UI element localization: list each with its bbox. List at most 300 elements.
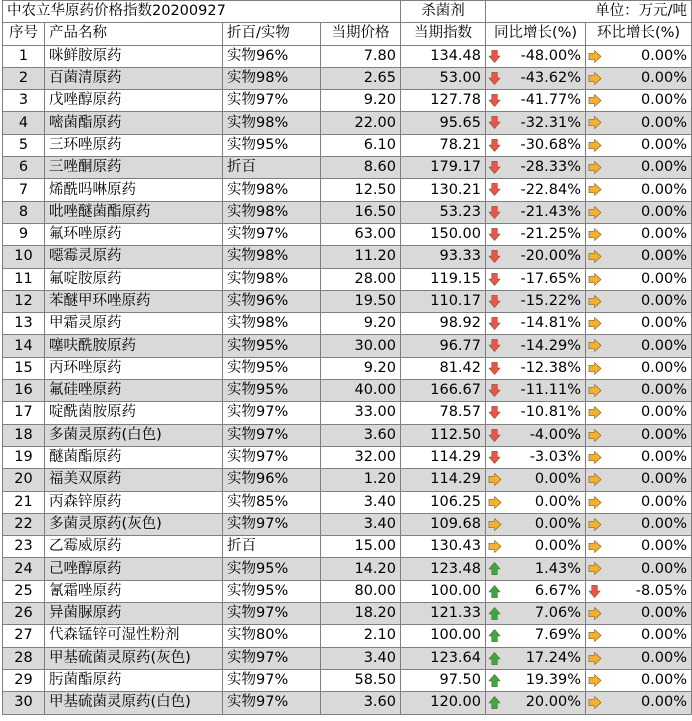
current-index: 109.68 — [401, 513, 486, 535]
mom-value: 0.00% — [640, 293, 688, 309]
yoy-growth — [486, 603, 586, 625]
yoy-value: -28.33% — [520, 159, 581, 176]
arrow-flat-icon — [588, 428, 602, 443]
form-spec: 实物80% — [223, 625, 321, 647]
arrow-down-icon — [488, 182, 502, 197]
mom-value: 0.00% — [640, 649, 688, 666]
current-index: 96.77 — [401, 335, 486, 357]
yoy-value: 20.00% — [525, 694, 581, 711]
table-row — [3, 335, 692, 357]
form-spec: 实物96% — [223, 469, 321, 491]
current-index: 93.33 — [401, 246, 486, 268]
arrow-down-icon — [488, 383, 502, 398]
product-name: 多菌灵原药(白色) — [45, 424, 223, 446]
current-price: 15.00 — [321, 536, 401, 558]
table-row — [3, 112, 692, 134]
mom-value: 0.00% — [640, 47, 688, 64]
yoy-value: -30.68% — [520, 136, 581, 153]
current-index: 134.48 — [401, 45, 486, 67]
header-mom: 环比增长(%) — [586, 23, 692, 45]
current-price: 7.80 — [321, 45, 401, 67]
row-index: 27 — [3, 625, 45, 647]
arrow-down-icon — [488, 227, 502, 242]
yoy-value: -20.00% — [520, 248, 581, 265]
product-name: 福美双原药 — [45, 469, 223, 491]
yoy-growth — [486, 669, 586, 691]
form-spec: 实物97% — [223, 402, 321, 424]
table-row — [3, 67, 692, 89]
arrow-down-icon — [488, 205, 502, 220]
yoy-growth — [486, 112, 586, 134]
yoy-value: -22.84% — [520, 181, 581, 198]
arrow-down-icon — [488, 249, 502, 264]
table-row — [3, 290, 692, 312]
header-form: 折百/实物 — [223, 23, 321, 45]
mom-value: 0.00% — [640, 672, 688, 689]
yoy-value: -21.43% — [520, 203, 581, 220]
row-index: 24 — [3, 558, 45, 580]
product-name: 噻呋酰胺原药 — [45, 335, 223, 357]
yoy-value: -15.22% — [520, 293, 581, 309]
arrow-flat-icon — [588, 495, 602, 510]
yoy-growth — [486, 357, 586, 379]
current-price: 1.20 — [321, 469, 401, 491]
table-row — [3, 558, 692, 580]
arrow-down-icon — [488, 428, 502, 443]
current-index: 112.50 — [401, 424, 486, 446]
form-spec: 实物97% — [223, 90, 321, 112]
arrow-down-icon — [488, 405, 502, 420]
mom-value: 0.00% — [640, 560, 688, 577]
table-row — [3, 580, 692, 602]
mom-growth — [586, 603, 692, 625]
row-index: 2 — [3, 67, 45, 89]
form-spec: 实物98% — [223, 268, 321, 290]
current-price: 14.20 — [321, 558, 401, 580]
arrow-up-icon — [488, 606, 502, 621]
row-index: 28 — [3, 647, 45, 669]
yoy-growth — [486, 491, 586, 513]
form-spec: 实物98% — [223, 313, 321, 335]
product-name: 氟硅唑原药 — [45, 380, 223, 402]
arrow-flat-icon — [588, 450, 602, 465]
current-index: 123.64 — [401, 647, 486, 669]
mom-growth — [586, 335, 692, 357]
yoy-value: 0.00% — [534, 538, 581, 555]
arrow-down-icon — [488, 115, 502, 130]
arrow-flat-icon — [588, 249, 602, 264]
yoy-value: -14.29% — [520, 337, 581, 354]
product-name: 甲基硫菌灵原药(白色) — [45, 692, 223, 714]
row-index: 13 — [3, 313, 45, 335]
mom-growth — [586, 201, 692, 223]
header-index-value: 当期指数 — [401, 23, 486, 45]
arrow-up-icon — [488, 584, 502, 599]
mom-growth — [586, 424, 692, 446]
table-row — [3, 357, 692, 379]
mom-growth — [586, 558, 692, 580]
arrow-up-icon — [488, 651, 502, 666]
current-price: 28.00 — [321, 268, 401, 290]
arrow-down-icon — [488, 361, 502, 376]
row-index: 1 — [3, 45, 45, 67]
arrow-flat-icon — [588, 539, 602, 554]
row-index: 16 — [3, 380, 45, 402]
product-name: 氟啶胺原药 — [45, 268, 223, 290]
mom-value: 0.00% — [640, 627, 688, 644]
yoy-growth — [486, 558, 586, 580]
row-index: 9 — [3, 223, 45, 245]
arrow-flat-icon — [588, 49, 602, 64]
product-name: 咪鲜胺原药 — [45, 45, 223, 67]
table-row — [3, 625, 692, 647]
yoy-value: -48.00% — [520, 47, 581, 64]
current-price: 2.65 — [321, 67, 401, 89]
current-price: 63.00 — [321, 223, 401, 245]
arrow-down-icon — [488, 71, 502, 86]
title-row — [3, 1, 692, 23]
current-index: 53.23 — [401, 201, 486, 223]
table-row — [3, 90, 692, 112]
mom-value: 0.00% — [640, 203, 688, 220]
mom-growth — [586, 446, 692, 468]
row-index: 20 — [3, 469, 45, 491]
product-name: 肟菌酯原药 — [45, 669, 223, 691]
mom-growth — [586, 90, 692, 112]
arrow-flat-icon — [588, 673, 602, 688]
table-row — [3, 45, 692, 67]
row-index: 18 — [3, 424, 45, 446]
current-price: 40.00 — [321, 380, 401, 402]
yoy-value: -41.77% — [520, 92, 581, 109]
header-index: 序号 — [3, 23, 45, 45]
yoy-growth — [486, 335, 586, 357]
header-price: 当期价格 — [321, 23, 401, 45]
current-index: 78.21 — [401, 134, 486, 156]
yoy-growth — [486, 424, 586, 446]
form-spec: 实物97% — [223, 603, 321, 625]
arrow-flat-icon — [588, 294, 602, 309]
arrow-flat-icon — [588, 272, 602, 287]
mom-growth — [586, 469, 692, 491]
product-name: 多菌灵原药(灰色) — [45, 513, 223, 535]
arrow-flat-icon — [588, 606, 602, 621]
product-name: 氰霜唑原药 — [45, 580, 223, 602]
yoy-growth — [486, 647, 586, 669]
row-index: 30 — [3, 692, 45, 714]
yoy-growth — [486, 67, 586, 89]
product-name: 甲基硫菌灵原药(灰色) — [45, 647, 223, 669]
current-index: 97.50 — [401, 669, 486, 691]
mom-value: 0.00% — [640, 515, 688, 532]
current-price: 3.40 — [321, 491, 401, 513]
row-index: 22 — [3, 513, 45, 535]
mom-growth — [586, 357, 692, 379]
form-spec: 实物98% — [223, 246, 321, 268]
mom-growth — [586, 67, 692, 89]
mom-value: 0.00% — [640, 114, 688, 131]
yoy-growth — [486, 179, 586, 201]
yoy-value: -4.00% — [529, 426, 581, 443]
arrow-flat-icon — [588, 695, 602, 710]
yoy-growth — [486, 90, 586, 112]
current-index: 100.00 — [401, 625, 486, 647]
table-row — [3, 536, 692, 558]
table-row — [3, 491, 692, 513]
yoy-growth — [486, 45, 586, 67]
mom-growth — [586, 669, 692, 691]
table-row — [3, 223, 692, 245]
current-index: 166.67 — [401, 380, 486, 402]
mom-growth — [586, 380, 692, 402]
yoy-value: 6.67% — [534, 582, 581, 599]
table-row — [3, 380, 692, 402]
current-price: 32.00 — [321, 446, 401, 468]
mom-value: 0.00% — [640, 493, 688, 510]
product-name: 己唑醇原药 — [45, 558, 223, 580]
row-index: 14 — [3, 335, 45, 357]
current-price: 2.10 — [321, 625, 401, 647]
product-name: 百菌清原药 — [45, 67, 223, 89]
arrow-flat-icon — [588, 361, 602, 376]
yoy-growth — [486, 201, 586, 223]
yoy-value: -11.11% — [520, 382, 581, 399]
product-name: 吡唑醚菌酯原药 — [45, 201, 223, 223]
current-price: 11.20 — [321, 246, 401, 268]
product-name: 代森锰锌可湿性粉剂 — [45, 625, 223, 647]
table-row — [3, 134, 692, 156]
yoy-growth — [486, 268, 586, 290]
row-index: 15 — [3, 357, 45, 379]
table-row — [3, 647, 692, 669]
row-index: 12 — [3, 290, 45, 312]
mom-value: 0.00% — [640, 471, 688, 488]
current-price: 33.00 — [321, 402, 401, 424]
arrow-flat-icon — [588, 628, 602, 643]
yoy-growth — [486, 469, 586, 491]
mom-growth — [586, 45, 692, 67]
current-price: 3.40 — [321, 513, 401, 535]
form-spec: 实物95% — [223, 580, 321, 602]
mom-growth — [586, 134, 692, 156]
form-spec: 实物98% — [223, 67, 321, 89]
row-index: 19 — [3, 446, 45, 468]
mom-growth — [586, 625, 692, 647]
arrow-flat-icon — [588, 115, 602, 130]
arrow-down-icon — [488, 93, 502, 108]
form-spec: 折百 — [223, 157, 321, 179]
current-index: 81.42 — [401, 357, 486, 379]
product-name: 三唑酮原药 — [45, 157, 223, 179]
table-row — [3, 692, 692, 714]
arrow-down-icon — [488, 338, 502, 353]
mom-value: 0.00% — [640, 70, 688, 87]
current-index: 150.00 — [401, 223, 486, 245]
table-row — [3, 669, 692, 691]
mom-growth — [586, 692, 692, 714]
arrow-flat-icon — [588, 561, 602, 576]
product-name: 氟环唑原药 — [45, 223, 223, 245]
arrow-flat-icon — [588, 472, 602, 487]
mom-value: 0.00% — [640, 315, 688, 332]
arrow-flat-icon — [588, 93, 602, 108]
form-spec: 折百 — [223, 536, 321, 558]
mom-growth — [586, 536, 692, 558]
form-spec: 实物97% — [223, 446, 321, 468]
mom-value: 0.00% — [640, 181, 688, 198]
yoy-growth — [486, 446, 586, 468]
current-price: 80.00 — [321, 580, 401, 602]
current-index: 114.29 — [401, 469, 486, 491]
mom-value: 0.00% — [640, 248, 688, 265]
form-spec: 实物85% — [223, 491, 321, 513]
product-name: 异菌脲原药 — [45, 603, 223, 625]
yoy-value: 7.69% — [534, 627, 581, 644]
row-index: 7 — [3, 179, 45, 201]
yoy-growth — [486, 246, 586, 268]
category-label: 杀菌剂 — [401, 1, 486, 23]
table-row — [3, 246, 692, 268]
current-price: 19.50 — [321, 290, 401, 312]
arrow-up-icon — [488, 673, 502, 688]
form-spec: 实物95% — [223, 558, 321, 580]
current-price: 8.60 — [321, 157, 401, 179]
current-index: 121.33 — [401, 603, 486, 625]
yoy-value: -32.31% — [520, 114, 581, 131]
yoy-value: -12.38% — [520, 359, 581, 376]
form-spec: 实物95% — [223, 380, 321, 402]
row-index: 4 — [3, 112, 45, 134]
arrow-flat-icon — [588, 205, 602, 220]
mom-growth — [586, 179, 692, 201]
current-index: 130.43 — [401, 536, 486, 558]
arrow-flat-icon — [488, 472, 502, 487]
form-spec: 实物98% — [223, 201, 321, 223]
mom-growth — [586, 647, 692, 669]
product-name: 噁霉灵原药 — [45, 246, 223, 268]
current-index: 119.15 — [401, 268, 486, 290]
arrow-up-icon — [488, 628, 502, 643]
mom-growth — [586, 491, 692, 513]
yoy-value: 17.24% — [525, 649, 581, 666]
row-index: 17 — [3, 402, 45, 424]
form-spec: 实物95% — [223, 134, 321, 156]
price-index-table — [2, 0, 692, 715]
row-index: 25 — [3, 580, 45, 602]
yoy-growth — [486, 625, 586, 647]
mom-value: 0.00% — [640, 226, 688, 243]
current-index: 106.25 — [401, 491, 486, 513]
form-spec: 实物97% — [223, 647, 321, 669]
row-index: 29 — [3, 669, 45, 691]
arrow-flat-icon — [588, 338, 602, 353]
yoy-value: -3.03% — [529, 449, 581, 466]
product-name: 啶酰菌胺原药 — [45, 402, 223, 424]
yoy-growth — [486, 157, 586, 179]
row-index: 10 — [3, 246, 45, 268]
product-name: 甲霜灵原药 — [45, 313, 223, 335]
yoy-value: 19.39% — [525, 672, 581, 689]
table-row — [3, 513, 692, 535]
form-spec: 实物95% — [223, 335, 321, 357]
yoy-growth — [486, 580, 586, 602]
table-row — [3, 179, 692, 201]
mom-value: 0.00% — [640, 359, 688, 376]
row-index: 3 — [3, 90, 45, 112]
current-price: 9.20 — [321, 313, 401, 335]
mom-growth — [586, 313, 692, 335]
mom-value: 0.00% — [640, 270, 688, 287]
arrow-flat-icon — [588, 316, 602, 331]
mom-growth — [586, 268, 692, 290]
yoy-growth — [486, 223, 586, 245]
row-index: 11 — [3, 268, 45, 290]
product-name: 苯醚甲环唑原药 — [45, 290, 223, 312]
form-spec: 实物97% — [223, 223, 321, 245]
arrow-up-icon — [488, 695, 502, 710]
current-index: 120.00 — [401, 692, 486, 714]
table-row — [3, 157, 692, 179]
arrow-flat-icon — [488, 495, 502, 510]
form-spec: 实物98% — [223, 112, 321, 134]
yoy-value: 0.00% — [534, 493, 581, 510]
table-row — [3, 469, 692, 491]
form-spec: 实物98% — [223, 179, 321, 201]
arrow-flat-icon — [588, 517, 602, 532]
header-row — [3, 23, 692, 45]
table-row — [3, 446, 692, 468]
mom-growth — [586, 513, 692, 535]
yoy-value: 0.00% — [534, 471, 581, 488]
yoy-value: -14.81% — [520, 315, 581, 332]
row-index: 21 — [3, 491, 45, 513]
mom-growth — [586, 246, 692, 268]
form-spec: 实物97% — [223, 669, 321, 691]
table-row — [3, 603, 692, 625]
mom-growth — [586, 290, 692, 312]
table-row — [3, 402, 692, 424]
yoy-value: 0.00% — [534, 515, 581, 532]
yoy-value: -43.62% — [520, 70, 581, 87]
yoy-value: -17.65% — [520, 270, 581, 287]
form-spec: 实物95% — [223, 357, 321, 379]
arrow-down-icon — [488, 272, 502, 287]
mom-value: 0.00% — [640, 694, 688, 711]
arrow-flat-icon — [588, 405, 602, 420]
table-row — [3, 424, 692, 446]
current-price: 12.50 — [321, 179, 401, 201]
mom-growth — [586, 402, 692, 424]
table-row — [3, 313, 692, 335]
table-row — [3, 201, 692, 223]
product-name: 丙森锌原药 — [45, 491, 223, 513]
product-name: 烯酰吗啉原药 — [45, 179, 223, 201]
mom-value: 0.00% — [640, 605, 688, 622]
form-spec: 实物97% — [223, 513, 321, 535]
yoy-growth — [486, 380, 586, 402]
yoy-value: 7.06% — [534, 605, 581, 622]
current-price: 58.50 — [321, 669, 401, 691]
mom-value: 0.00% — [640, 92, 688, 109]
header-product-name: 产品名称 — [45, 23, 223, 45]
current-price: 3.60 — [321, 424, 401, 446]
row-index: 23 — [3, 536, 45, 558]
current-index: 95.65 — [401, 112, 486, 134]
arrow-flat-icon — [488, 539, 502, 554]
mom-value: 0.00% — [640, 449, 688, 466]
mom-value: 0.00% — [640, 136, 688, 153]
form-spec: 实物96% — [223, 290, 321, 312]
